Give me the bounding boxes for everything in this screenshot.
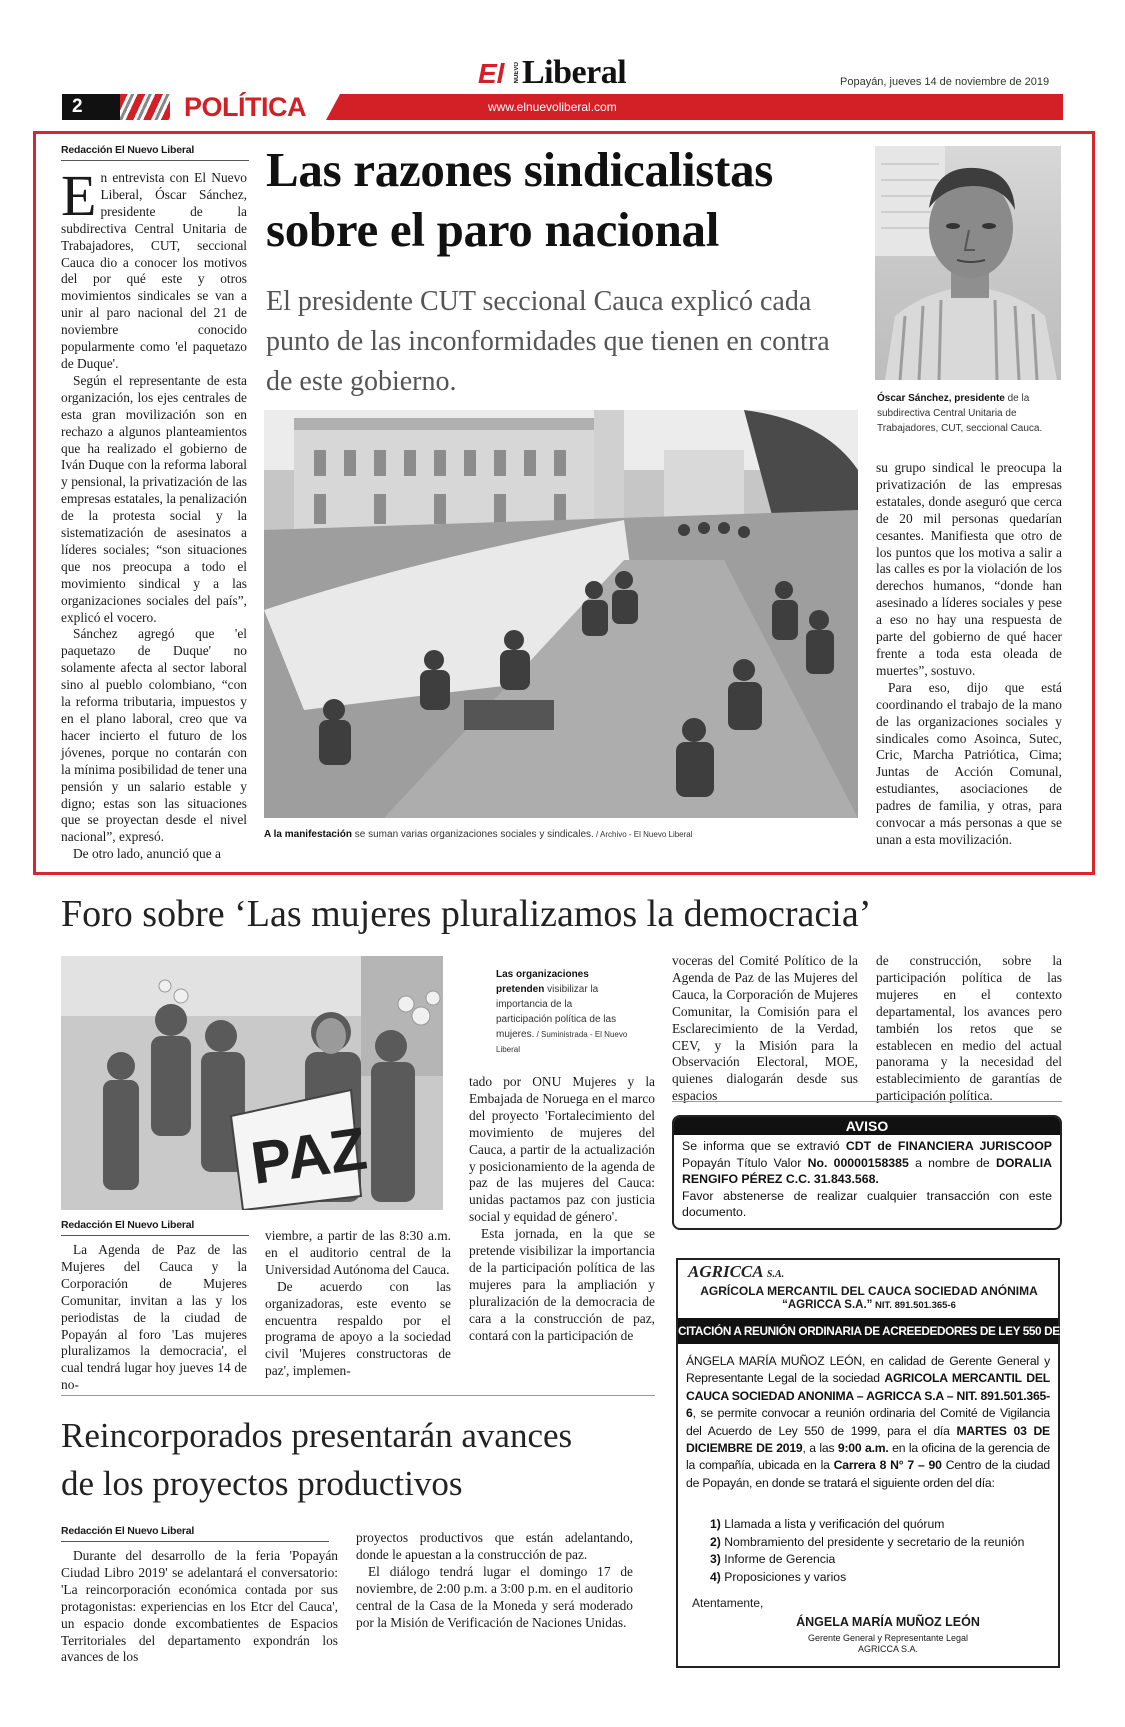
caption-text: de la subdirectiva Central Unitaria de Trabajadores, CUT, seccional Cauca. [877,393,1043,434]
byline: Redacción El Nuevo Liberal [61,1219,195,1231]
agenda-list [710,1516,1050,1586]
paragraph: Para eso, dijo que está coordinando el trabajo de la mano de las organizaciones sociales y sindicales como Asoinca, Sutec, Cric, Marcha Patriótica, Cima; Juntas de Acción Comunal, estudiantes, asociaciones de padres de familia, y otras, para convocar a más personas a que se unan a esta movilización. [876,679,1062,847]
paragraph: Según el representante de esta organización, los ejes centrales de esta gran movilización son en rechazo a algunos planteamientos que ha realizado el gobierno de Iván Duque con la reforma laboral y pensional, la privatización de las empresas estatales, la penalización de la protesta social y la sistematización de asesinatos a líderes sociales; “son situaciones que nos preocupa a todo el movimiento sindical y a las organizaciones sociales del país”, explicó el vocero. [61,372,247,625]
article2-column-3 [469,1074,655,1345]
aviso-text-part: a nombre de [908,1155,996,1170]
headline-line: Las razones sindicalistas [266,142,774,197]
aviso-text-part: Popayán Título Valor [682,1155,808,1170]
agricca-nit [684,1299,1054,1311]
paragraph: tado por ONU Mujeres y la Embajada de Noruega en el marco del proyecto 'Fortalecimiento del movimiento de mujeres del Cauca, a partir de la actualización y posicionamiento de la agenda de paz de las mujeres del Cauca: unidas pactamos paz con justicia social y equidad de género'. [469,1074,655,1225]
agricca-bold-part: AGRICOLA MERCANTIL DEL CAUCA SOCIEDAD ANONIMA – AGRICCA S.A – NIT. 891.501.365-6 [686,1371,1050,1421]
portrait-caption [877,391,1061,436]
agricca-nit-number: NIT. 891.501.365-6 [872,1300,956,1311]
aviso-bold-part: DORALIA RENGIFO PÉREZ C.C. 31.843.568. [682,1155,1052,1186]
section-rule [61,1395,655,1396]
article2-column-4 [672,953,858,1105]
page-number: 2 [62,94,152,120]
agricca-logo [688,1262,784,1282]
subheadline: El presidente CUT seccional Cauca explicó cada punto de las inconformidades que tienen en contra de este gobierno. [266,286,830,397]
article1-column-3 [876,460,1062,849]
article2-headline: Foro sobre ‘Las mujeres pluralizamos la democracia’ [61,893,872,935]
agricca-body [686,1353,1050,1492]
closing: Atentamente, [692,1596,764,1610]
agricca-short-name: “AGRICCA S.A.” [782,1299,873,1311]
paragraph: viembre, a partir de las 8:30 a.m. en el auditorio central de la Universidad Autónoma del Cauca. [265,1228,451,1277]
headline-line: sobre el paro nacional [266,202,720,257]
paragraph: n entrevista con El Nuevo Liberal, Óscar Sánchez, presidente de la subdirectiva Central Unitaria de Trabajadores, CUT, seccional Cauca dio a conocer los motivos del por qué este y otros movimientos sindicales se van a unir al paro nacional del 21 de noviembre conocido popularmente como 'el paquetazo de Duque'. [61,170,247,371]
citacion-bar: CITACIÓN A REUNIÓN ORDINARIA DE ACREEDEDORES DE LEY 550 DE 1999 [678,1318,1058,1344]
aviso-bold-part: CDT de FINANCIERA JURISCOOP [845,1139,1052,1153]
aviso-text-part: Favor abstenerse de realizar cualquier transacción con este documento. [682,1188,1052,1219]
agenda-item-number: 4) [710,1569,721,1584]
paragraph: La Agenda de Paz de las Mujeres del Cauca y la Corporación de Mujeres Comunitar, invitan a las y los periodistas de la ciudad de Popayán al foro 'Las mujeres pluralizamos la democracia', el cual tendrá lugar hoy jueves 14 de no- [61,1242,247,1393]
agenda-item [710,1551,1050,1569]
paragraph: Sánchez agregó que 'el paquetazo de Duque' no solamente afecta al sector laboral sino al pueblo colombiano, “con la reforma tributaria, impuestos y en el plano laboral, creo que va hacer incierto el futuro de los jóvenes, porque no contarán con la mínima posibilidad de tener una pensión y un salario estable y digno; estas son las situaciones que se proyectan desde el nivel nacional”, expresó. [61,626,247,845]
agenda-item-number: 1) [710,1517,721,1531]
agricca-text-part: Centro de la ciudad de Popayán, en donde se tratará el siguiente orden del día: [686,1458,1050,1490]
agricca-bold-part: 9:00 a.m. [837,1441,889,1456]
paz-sign-text: PAZ [246,1114,371,1197]
agenda-item-text: Proposiciones y varios [724,1569,847,1584]
drop-cap: E [61,163,97,228]
masthead-nuevo: NUEVO [514,62,520,84]
protest-illustration [264,410,858,818]
byline: Redacción El Nuevo Liberal [61,144,195,156]
agricca-bold-part: Carrera 8 N° 7 – 90 [833,1458,942,1473]
signer-name: ÁNGELA MARÍA MUÑOZ LEÓN [796,1615,980,1629]
agenda-item [710,1516,1050,1534]
portrait-illustration [875,146,1061,380]
agenda-item-text: Llamada a lista y verificación del quórum [724,1517,945,1531]
masthead [478,54,646,92]
byline-rule [61,160,249,161]
paragraph: Esta jornada, en la que se pretende visibilizar la importancia de la participación política de las mujeres para la ampliación y pluralización de la democracia de cara a la construcción de paz, contará con la participación de [469,1226,655,1343]
masthead-el: El [478,58,505,89]
section-tab-stripes [120,94,170,120]
article2-column-1 [61,1242,247,1394]
women-forum-photo [61,956,443,1210]
headline-line: Reincorporados presentarán avances [61,1416,573,1455]
dateline: Popayán, jueves 14 de noviembre de 2019 [840,76,1050,88]
byline-rule [61,1235,249,1236]
aviso-box [672,1115,1062,1230]
paragraph: proyectos productivos que están adelantando, donde le apuestan a la construcción de paz. [356,1530,633,1562]
agenda-item-text: Nombramiento del presidente y secretario de la reunión [724,1534,1025,1549]
article3-column-1 [61,1548,338,1666]
photo-caption [264,828,864,841]
caption-bold: A la manifestación [264,829,352,840]
aviso-bold-part: No. 00000158385 [807,1155,909,1170]
agricca-notice-box [676,1258,1088,1668]
agricca-bold-part: MARTES 03 DE DICIEMBRE DE 2019 [686,1423,1050,1456]
agenda-item [710,1569,1050,1587]
agricca-text-part: ÁNGELA MARÍA MUÑOZ LEÓN, en calidad de Gerente General y Representante Legal de la sociedad [686,1354,1050,1386]
agricca-logo-text: AGRICCA [688,1262,763,1281]
paragraph: voceras del Comité Político de la Agenda de Paz de las Mujeres del Cauca, la Corporación de Mujeres Comunitar, la Comisión para el Esclarecimiento de la Verdad, CEV, y la Misión para la Observación Electoral, MOE, quienes dialogarán desde sus espacios [672,953,858,1104]
agricca-company: AGRÍCOLA MERCANTIL DEL CAUCA SOCIEDAD ANÓNIMA [700,1284,1038,1298]
header-red-bar [326,94,1063,120]
agenda-item-number: 2) [710,1534,721,1549]
section-label: POLÍTICA [184,92,306,122]
headline-line: de los proyectos productivos [61,1464,463,1503]
paragraph: De otro lado, anunció que a [73,846,221,862]
signer-role: Gerente General y Representante Legal [807,1633,969,1643]
article2-photo-caption [496,967,630,1057]
paragraph: Durante del desarrollo de la feria 'Popayán Ciudad Libro 2019' se adelantará el conversatorio: 'La reincorporación económica contada por sus protagonistas: experiencias en los Etcr del Cauca', un espacio donde excombatientes de Espacios Territoriales del departamento expondrán los avances de los [61,1548,338,1665]
byline: Redacción El Nuevo Liberal [61,1525,195,1537]
photo-credit: / Suministrada - El Nuevo Liberal [496,1030,628,1054]
agricca-text-part: , a las [802,1441,838,1456]
agricca-logo-suffix: S.A. [766,1269,785,1280]
agenda-item-number: 3) [710,1552,721,1567]
agenda-item [710,1534,1050,1552]
byline-rule [61,1541,329,1542]
photo-credit: / Archivo - El Nuevo Liberal [593,830,693,839]
website-link[interactable]: www.elnuevoliberal.com [488,100,617,114]
protest-photo [264,410,858,818]
article1-column-1 [61,163,247,863]
caption-text: se suman varias organizaciones sociales y sindicales. [352,829,594,840]
article3-column-2 [356,1530,633,1631]
women-forum-illustration [61,956,443,1210]
article3-headline [61,1412,661,1508]
portrait-photo [875,146,1061,380]
caption-bold: Las organizaciones pretenden [496,969,589,995]
masthead-liberal: Liberal [522,54,627,91]
agricca-text-part: en la oficina de la gerencia de la compañía, ubicada en la [686,1441,1050,1473]
paragraph: De acuerdo con las organizadoras, este evento se encuentra respaldo por el programa de apoyo a la sociedad civil 'Mujeres constructoras de paz', implemen- [265,1278,451,1379]
caption-bold: Óscar Sánchez, presidente [877,393,1005,404]
agricca-text-part: , se permite convocar a reunión ordinaria del Comité de Vigilancia del Acuerdo de Ley 550 de 1999, para el día [686,1406,1050,1438]
article2-column-2 [265,1228,451,1380]
aviso-title: AVISO [674,1117,1060,1135]
headline [266,140,866,260]
paragraph: su grupo sindical le preocupa la privatización de las empresas estatales, donde aseguró que cerca de 20 mil personas quedarían cesantes. Manifiesta que otro de los puntos que los motiva a salir a las calles es por la violación de los derechos humanos, “donde han asesinado a líderes sociales y pese a eso no hay una respuesta de parte del gobierno de qué hacer frente a toda esta oleada de muertes”, sostuvo. [876,460,1062,678]
caption-text: visibilizar la importancia de la participación política de las mujeres. [496,984,617,1040]
signer-company: AGRICCA S.A. [857,1644,919,1654]
aviso-text-part: Se informa que se extravió [682,1139,846,1153]
section-rule [672,1101,1062,1102]
aviso-text [674,1135,1060,1224]
paragraph: de construcción, sobre la participación política de las mujeres en el contexto departamental, los avances pero también los retos que se establecen en medio del actual panorama y la necesidad del establecimiento de garantías de participación política. [876,953,1062,1104]
paragraph: El diálogo tendrá lugar el domingo 17 de noviembre, de 2:00 p.m. a 3:00 p.m. en el auditorio central de la Casa de la Moneda y será moderado por la Misión de Verificación de Naciones Unidas. [356,1563,633,1630]
article2-column-5 [876,953,1062,1105]
agenda-item-text: Informe de Gerencia [724,1552,836,1567]
